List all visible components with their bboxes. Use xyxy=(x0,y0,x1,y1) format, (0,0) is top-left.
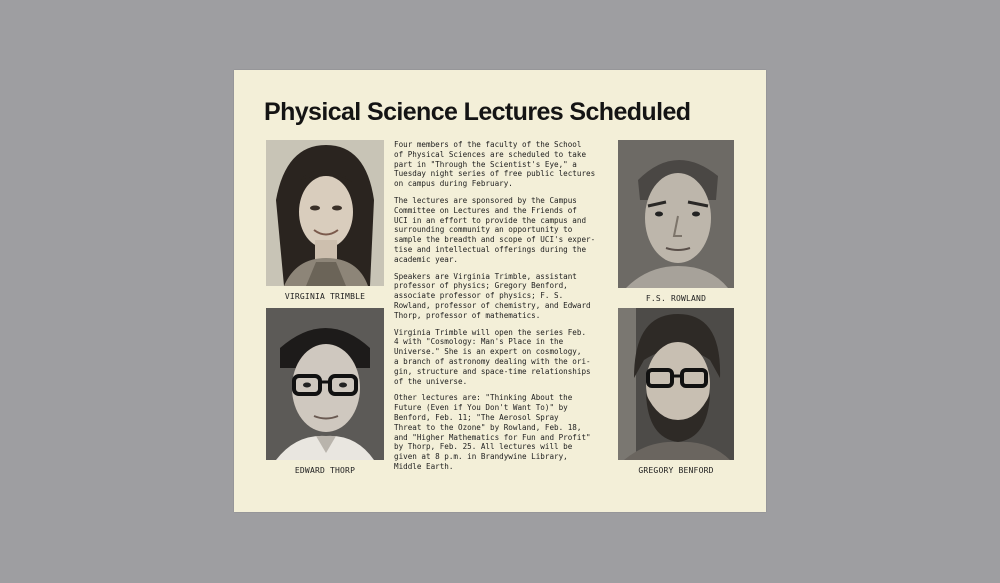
caption-fs-rowland: F.S. ROWLAND xyxy=(645,294,707,303)
paragraph-opening-lecture: Virginia Trimble will open the series Feb. 4 with "Cosmology: Man's Place in the Universe." She is an expert on cosmology, a branch of astronomy dealing with the ori- gin, structure and space-time relationships of the universe. xyxy=(394,327,591,386)
photo-gregory-benford xyxy=(618,308,734,460)
paragraph-intro: Four members of the faculty of the School of Physical Sciences are scheduled to take part in "Through the Scientist's Eye," a Tuesday night series of free public lectures on campus during February. xyxy=(394,140,596,189)
paragraph-schedule: Other lectures are: "Thinking About the Future (Even if You Don't Want To)" by Benford, Feb. 11; "The Aerosol Spray Threat to the Ozone" by Rowland, Feb. 18, and "Higher Mathematics for Fun and Profit" by Thorp, Feb. 25. All lectures will be given at 8 p.m. in Brandywine Library, Middle Earth. xyxy=(394,393,591,471)
caption-edward-thorp: EDWARD THORP xyxy=(294,466,356,475)
paragraph-sponsors: The lectures are sponsored by the Campus Committee on Lectures and the Friends of UCI in an effort to provide the campus and surrounding community an opportunity to sample the breadth and scope of UCI's exper- tise and intellectual offerings during the academic year. xyxy=(394,195,596,264)
article-body xyxy=(394,140,614,479)
caption-virginia-trimble: VIRGINIA TRIMBLE xyxy=(284,292,366,301)
photo-edward-thorp xyxy=(266,308,384,460)
article-title: Physical Science Lectures Scheduled xyxy=(264,98,691,126)
photo-virginia-trimble xyxy=(266,140,384,286)
caption-gregory-benford: GREGORY BENFORD xyxy=(638,466,714,475)
paragraph-speakers: Speakers are Virginia Trimble, assistant professor of physics; Gregory Benford, associate professor of physics; F. S. Rowland, professor of chemistry, and Edward Thorp, professor of mathematics. xyxy=(394,271,591,320)
article-page xyxy=(234,70,766,512)
photo-fs-rowland xyxy=(618,140,734,288)
